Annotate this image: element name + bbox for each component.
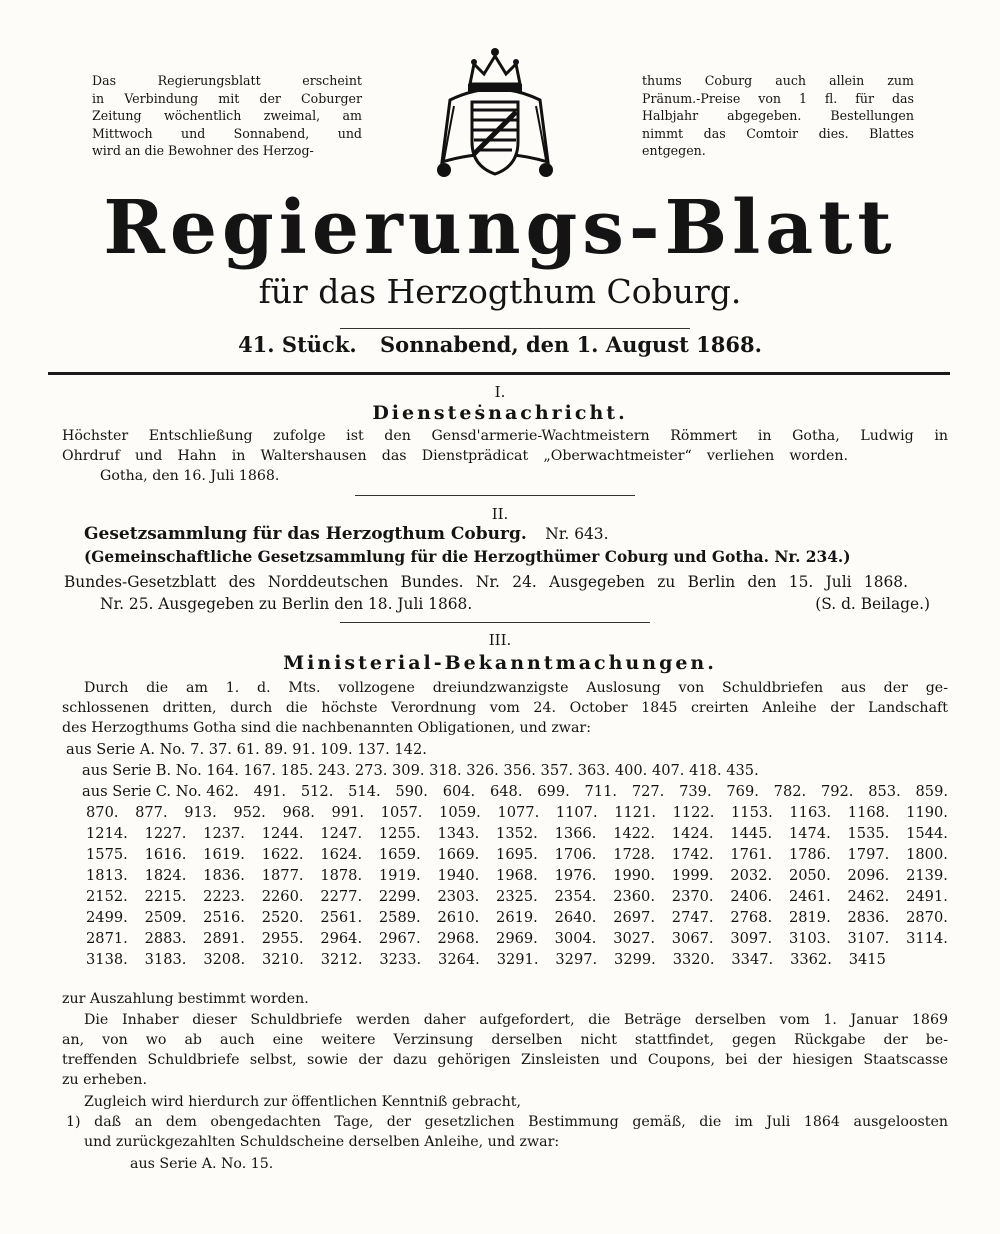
number: 2406.: [730, 888, 773, 905]
subscription-note-left: [92, 72, 362, 160]
number: 2260.: [261, 888, 304, 905]
number: 1968.: [496, 867, 538, 884]
number: 2589.: [378, 909, 421, 926]
number: 3027.: [613, 930, 655, 947]
number: 2050.: [788, 867, 831, 884]
note-line: Das Regierungsblatt erscheint: [92, 73, 362, 88]
number: 2299.: [378, 888, 421, 905]
number-row: [86, 823, 948, 844]
number: 1836.: [203, 867, 245, 884]
gesetz-line: Bundes-Gesetzblatt des Norddeutschen Bundes. Nr. 24. Ausgegeben zu Berlin den 15. Juli 1868.: [64, 573, 908, 591]
text-line: 1) daß an dem obengedachten Tage, der gesetzlichen Bestimmung gemäß, die im Juli 1864 ausgeloosten: [66, 1114, 948, 1130]
text-line: des Herzogthums Gotha sind die nachbenannten Obligationen, und zwar:: [62, 720, 591, 736]
number: 1624.: [320, 846, 363, 863]
number-row: [86, 886, 948, 907]
number-row: [82, 781, 948, 802]
number: 2360.: [613, 888, 655, 905]
number: 1247.: [320, 825, 363, 842]
section-heading: Diensteṡnachricht.: [372, 402, 628, 424]
number: 1999.: [671, 867, 714, 884]
number: 2836.: [847, 909, 890, 926]
number: 1824.: [144, 867, 187, 884]
number: 1728.: [613, 846, 655, 863]
number-row: [86, 802, 948, 823]
number: 3183.: [144, 951, 187, 968]
number: 2152.: [86, 888, 128, 905]
text-line: zur Auszahlung bestimmt worden.: [62, 991, 309, 1007]
number: 1168.: [847, 804, 890, 821]
gesetz-line: (Gemeinschaftliche Gesetzsammlung für die Herzogthümer Coburg und Gotha. Nr. 234.): [84, 548, 851, 566]
text-line: treffenden Schuldbriefe selbst, sowie der dazu gehörigen Zinsleisten und Coupons, bei der hiesigen Staatscasse: [62, 1052, 948, 1068]
number: 2215.: [144, 888, 187, 905]
number: 3264.: [438, 951, 480, 968]
section-numeral: I.: [494, 383, 506, 401]
number: 2610.: [437, 909, 480, 926]
gesetz-nr25: Nr. 25. Ausgegeben zu Berlin den 18. Juli 1868.: [100, 595, 473, 613]
gesetz-title: Gesetzsammlung für das Herzogthum Coburg.: [84, 524, 527, 544]
serie-c-block: [86, 886, 948, 907]
number: 3097.: [730, 930, 773, 947]
number: 1077.: [497, 804, 540, 821]
divider: [340, 622, 650, 623]
number: 711.: [584, 783, 618, 800]
number: 2640.: [554, 909, 597, 926]
number: 1976.: [554, 867, 597, 884]
subscription-note-right: [642, 72, 914, 160]
number: 604.: [442, 783, 476, 800]
number: 1107.: [555, 804, 598, 821]
serie-a-line: aus Serie A. No. 7. 37. 61. 89. 91. 109. 137. 142.: [66, 741, 427, 758]
number: 1544.: [906, 825, 948, 842]
number: 3107.: [847, 930, 890, 947]
text-line: aus Serie A. No. 15.: [130, 1156, 274, 1172]
serie-c-block: [86, 907, 948, 928]
number: 2955.: [261, 930, 304, 947]
text-line: zu erheben.: [62, 1072, 147, 1088]
number: 1786.: [788, 846, 831, 863]
serie-c-block: [86, 844, 948, 865]
note-line: nimmt das Comtoir dies. Blattes: [642, 125, 914, 141]
number: 3415: [848, 951, 886, 968]
number: 2461.: [788, 888, 831, 905]
note-line: wird an die Bewohner des Herzog-: [92, 143, 314, 159]
number: 2969.: [496, 930, 538, 947]
number: 3320.: [672, 951, 715, 968]
note-line: Pränum.-Preise von 1 fl. für das: [642, 90, 914, 106]
text-line: Ohrdruf und Hahn in Waltershausen das Dienstprädicat „Oberwachtmeister“ verliehen worden.: [62, 448, 848, 464]
number: 1122.: [672, 804, 715, 821]
number: 968.: [282, 804, 315, 821]
number: 1343.: [437, 825, 480, 842]
gesetz-nr: Nr. 643.: [545, 525, 609, 543]
number: 1761.: [730, 846, 773, 863]
number: 1474.: [788, 825, 831, 842]
number: 853.: [868, 783, 901, 800]
number: 991.: [331, 804, 365, 821]
beilage-note: (S. d. Beilage.): [815, 595, 930, 613]
number: 1424.: [671, 825, 714, 842]
number: 2964.: [320, 930, 363, 947]
number: 2768.: [730, 909, 773, 926]
number: 1255.: [378, 825, 421, 842]
number: 2871.: [86, 930, 128, 947]
number: 3208.: [203, 951, 246, 968]
number: 3299.: [614, 951, 656, 968]
number: 1237.: [203, 825, 245, 842]
number: 491.: [253, 783, 287, 800]
masthead-title: Regierungs-Blatt: [103, 185, 897, 271]
masthead-subtitle: für das Herzogthum Coburg.: [258, 272, 742, 311]
number: aus Serie C. No. 462.: [82, 783, 239, 800]
number: 2747.: [671, 909, 714, 926]
number-row: [86, 949, 886, 970]
number-row: [86, 865, 948, 886]
number: 1214.: [86, 825, 128, 842]
number: 1366.: [554, 825, 597, 842]
number: 1990.: [613, 867, 655, 884]
number: 1919.: [378, 867, 421, 884]
number: 2354.: [554, 888, 597, 905]
serie-c-block: [86, 928, 948, 949]
number: 1940.: [437, 867, 480, 884]
number: 782.: [773, 783, 807, 800]
number: 1422.: [613, 825, 655, 842]
note-line: Halbjahr abgegeben. Bestellungen: [642, 108, 914, 124]
gesetz-title-line: [84, 523, 970, 545]
text-line: an, von wo ab auch eine weitere Verzinsung derselben nicht stattfindet, gegen Rückgabe der be-: [62, 1032, 948, 1048]
issue-number: 41. Stück.: [238, 332, 357, 357]
serie-c-block: [86, 823, 948, 844]
number: 1121.: [614, 804, 656, 821]
number: 3347.: [731, 951, 774, 968]
note-line: Zeitung wöchentlich zweimal, am: [92, 108, 362, 124]
number: 2462.: [847, 888, 890, 905]
number: 2516.: [203, 909, 245, 926]
number: 2032.: [730, 867, 773, 884]
number: 1153.: [731, 804, 773, 821]
number: 1227.: [144, 825, 187, 842]
number: 3233.: [379, 951, 422, 968]
note-line: Mittwoch und Sonnabend, und: [92, 125, 362, 141]
number: 913.: [184, 804, 217, 821]
number: 1575.: [86, 846, 128, 863]
number: 1622.: [261, 846, 304, 863]
number: 2370.: [671, 888, 714, 905]
number: 699.: [537, 783, 570, 800]
number: 2891.: [203, 930, 245, 947]
number: 1800.: [906, 846, 948, 863]
serie-c-block: [86, 865, 948, 886]
number: 2277.: [320, 888, 363, 905]
number: 3004.: [554, 930, 597, 947]
number: 3362.: [790, 951, 832, 968]
number: 2883.: [144, 930, 187, 947]
number: 2139.: [906, 867, 948, 884]
number: 3210.: [262, 951, 304, 968]
number: 2096.: [847, 867, 890, 884]
number: 2303.: [437, 888, 480, 905]
text-line: Zugleich wird hierdurch zur öffentlichen Kenntniß gebracht,: [84, 1094, 521, 1110]
text-line: Höchster Entschließung zufolge ist den Gensd'armerie-Wachtmeistern Römmert in Gotha, Ludwig in: [62, 428, 948, 444]
number: 769.: [726, 783, 759, 800]
text-line: Die Inhaber dieser Schuldbriefe werden daher aufgefordert, die Beträge derselben vom 1. Januar 1869: [84, 1012, 948, 1028]
coat-of-arms-icon: [430, 42, 560, 192]
number: 2491.: [906, 888, 948, 905]
number: 1877.: [261, 867, 304, 884]
serie-c-block: [86, 802, 948, 823]
number: 2561.: [320, 909, 363, 926]
section-heading: Ministerial-Bekanntmachungen.: [283, 652, 717, 674]
number: 512.: [300, 783, 334, 800]
issue-line: [0, 330, 1000, 360]
number: 2325.: [496, 888, 538, 905]
number-row: [86, 844, 948, 865]
number: 1706.: [554, 846, 597, 863]
number: 2697.: [613, 909, 655, 926]
number: 2520.: [261, 909, 304, 926]
text-line: und zurückgezahlten Schuldscheine derselben Anleihe, und zwar:: [84, 1134, 560, 1150]
number: 1797.: [847, 846, 890, 863]
note-line: thums Coburg auch allein zum: [642, 73, 914, 88]
number: 3212.: [320, 951, 363, 968]
number: 1813.: [86, 867, 128, 884]
number: 1659.: [378, 846, 421, 863]
number: 2967.: [378, 930, 421, 947]
number: 1669.: [437, 846, 480, 863]
number: 1695.: [496, 846, 538, 863]
serie-b-line: aus Serie B. No. 164. 167. 185. 243. 273. 309. 318. 326. 356. 357. 363. 400. 407. 418. 435.: [82, 762, 759, 779]
number: 2819.: [788, 909, 831, 926]
number: 1445.: [730, 825, 773, 842]
number: 2509.: [144, 909, 187, 926]
number: 514.: [348, 783, 381, 800]
section-numeral: III.: [488, 631, 512, 649]
issue-date: Sonnabend, den 1. August 1868.: [380, 332, 762, 357]
divider: [48, 372, 950, 375]
number: 2619.: [496, 909, 538, 926]
number: 2968.: [437, 930, 480, 947]
text-line: schlossenen dritten, durch die höchste Verordnung vom 24. October 1845 creirten Anleihe der Landschaft: [62, 700, 948, 716]
number: 1163.: [789, 804, 832, 821]
number: 2223.: [203, 888, 245, 905]
number: 859.: [915, 783, 948, 800]
gesetz-line: [100, 594, 930, 615]
dateline: Gotha, den 16. Juli 1868.: [100, 468, 280, 484]
number: 2870.: [906, 909, 948, 926]
divider: [355, 495, 635, 496]
serie-c-block: [82, 781, 948, 802]
number: 1535.: [847, 825, 890, 842]
number: 3297.: [555, 951, 598, 968]
number: 1059.: [439, 804, 481, 821]
number: 1619.: [203, 846, 245, 863]
number: 952.: [233, 804, 266, 821]
number: 1742.: [671, 846, 714, 863]
number: 1244.: [261, 825, 304, 842]
number: 3103.: [788, 930, 831, 947]
number: 792.: [820, 783, 854, 800]
number: 739.: [679, 783, 712, 800]
number: 1616.: [144, 846, 187, 863]
number: 648.: [489, 783, 523, 800]
number: 870.: [86, 804, 119, 821]
serie-c-block: [86, 949, 886, 970]
number-row: [86, 907, 948, 928]
number: 877.: [135, 804, 168, 821]
number: 3138.: [86, 951, 128, 968]
number: 727.: [631, 783, 665, 800]
number: 1057.: [380, 804, 423, 821]
note-line: entgegen.: [642, 143, 706, 159]
number: 1878.: [320, 867, 363, 884]
note-line: in Verbindung mit der Coburger: [92, 90, 362, 106]
text-line: Durch die am 1. d. Mts. vollzogene dreiundzwanzigste Auslosung von Schuldbriefen aus der ge-: [84, 680, 948, 696]
section-numeral: II.: [491, 505, 509, 523]
number: 3067.: [671, 930, 714, 947]
number: 2499.: [86, 909, 128, 926]
number: 590.: [395, 783, 428, 800]
number: 3114.: [906, 930, 948, 947]
number: 1352.: [496, 825, 538, 842]
number-row: [86, 928, 948, 949]
number: 1190.: [906, 804, 948, 821]
divider: [340, 328, 690, 329]
number: 3291.: [496, 951, 539, 968]
